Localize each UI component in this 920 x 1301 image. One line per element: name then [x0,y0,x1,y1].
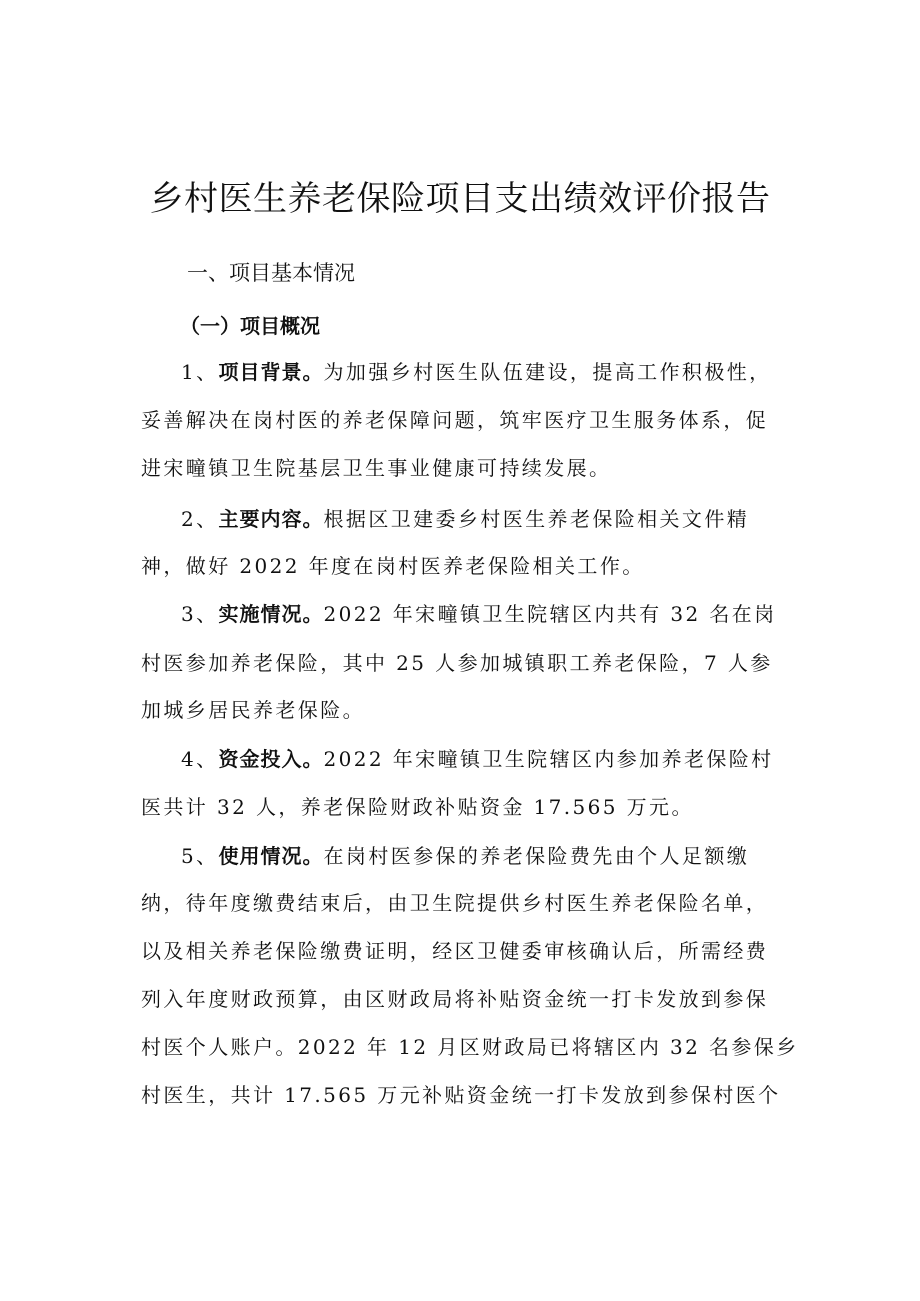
paragraph-text: 为加强乡村医生队伍建设，提高工作积极性， [323,360,772,384]
paragraph-line: 妥善解决在岗村医的养老保障问题，筑牢医疗卫生服务体系，促 [141,408,769,432]
paragraph-label: 使用情况。 [218,844,324,868]
paragraph-line: 以及相关养老保险缴费证明，经区卫健委审核确认后，所需经费 [141,939,769,963]
document-title: 乡村医生养老保险项目支出绩效评价报告 [149,179,771,219]
paragraph-label: 项目背景。 [218,360,324,384]
paragraph-line: 列入年度财政预算，由区财政局将补贴资金统一打卡发放到参保 [141,987,769,1011]
paragraph-number: 4、 [181,747,219,771]
paragraph-line: 进宋疃镇卫生院基层卫生事业健康可持续发展。 [141,456,612,480]
paragraph-line [181,840,781,872]
paragraph-text: 2022 年宋疃镇卫生院辖区内参加养老保险村 [323,747,774,771]
paragraph-line: 村医参加养老保险，其中 25 人参加城镇职工养老保险，7 人参 [141,651,773,675]
paragraph-label: 资金投入。 [218,747,324,771]
section-heading: 一、项目基本情况 [187,261,355,285]
paragraph-line: 加城乡居民养老保险。 [141,698,365,722]
paragraph-number: 3、 [181,602,219,626]
paragraph-label: 实施情况。 [218,602,324,626]
subsection-heading: （一）项目概况 [180,314,320,338]
paragraph-line: 纳，待年度缴费结束后，由卫生院提供乡村医生养老保险名单， [141,891,769,915]
paragraph-number: 5、 [181,844,219,868]
paragraph-line [181,743,781,775]
paragraph-text: 2022 年宋疃镇卫生院辖区内共有 32 名在岗 [323,602,777,626]
paragraph-number: 1、 [181,360,219,384]
paragraph-line: 医共计 32 人，养老保险财政补贴资金 17.565 万元。 [141,795,694,819]
paragraph-line: 村医生，共计 17.565 万元补贴资金统一打卡发放到参保村医个 [141,1083,781,1107]
paragraph-label: 主要内容。 [218,507,324,531]
paragraph-text: 在岗村医参保的养老保险费先由个人足额缴 [323,844,750,868]
paragraph-line: 神，做好 2022 年度在岗村医养老保险相关工作。 [141,554,645,578]
paragraph-line [181,356,781,388]
paragraph-line [181,598,781,630]
paragraph-line: 村医个人账户。2022 年 12 月区财政局已将辖区内 32 名参保乡 [141,1035,799,1059]
paragraph-text: 根据区卫建委乡村医生养老保险相关文件精 [323,507,750,531]
paragraph-line [181,503,781,535]
paragraph-number: 2、 [181,507,219,531]
